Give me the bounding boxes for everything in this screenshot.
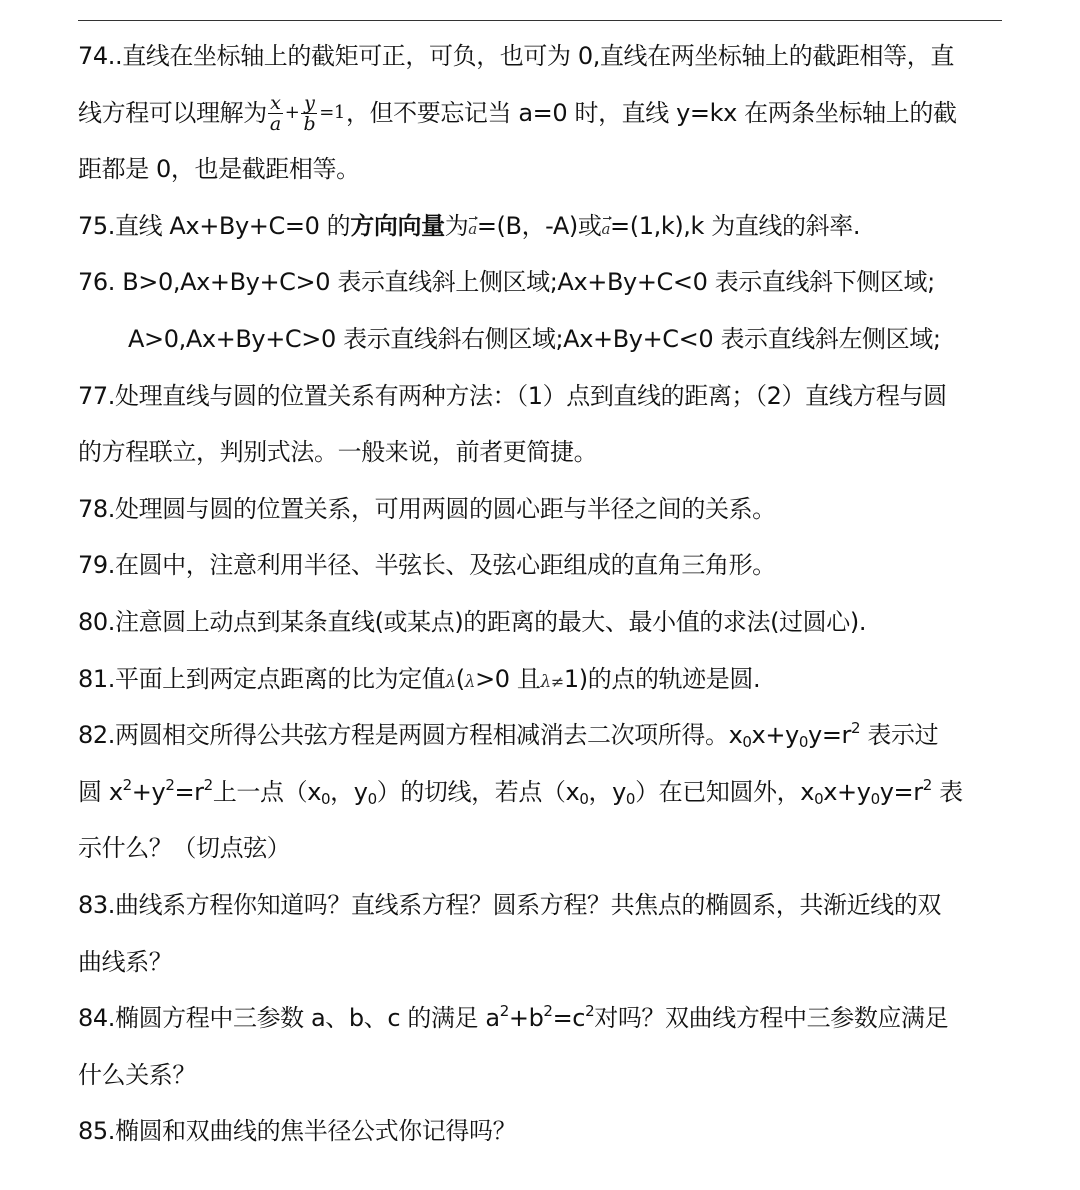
item-77-line-2 — [78, 424, 1008, 481]
text: ）的切线，若点（x — [376, 777, 580, 806]
item-77-line-1 — [78, 368, 1008, 425]
item-74-line-2 — [78, 85, 1008, 142]
superscript: 2 — [122, 775, 132, 794]
text: =c — [552, 1004, 586, 1033]
text: +y — [131, 777, 166, 806]
item-75-line-1 — [78, 198, 1008, 255]
text: ）在已知圆外，x — [635, 777, 815, 806]
text: 对吗？双曲线方程中三参数应满足 — [594, 1004, 949, 1033]
text: 曲线系？ — [78, 947, 173, 976]
text: 线方程可以理解为 — [78, 98, 267, 127]
not-equal-sign: ≠ — [550, 671, 564, 691]
lambda-symbol: λ — [445, 671, 456, 692]
text: 为 — [444, 211, 469, 240]
vector-a-symbol: a — [468, 217, 477, 237]
numerator: x — [268, 93, 283, 114]
item-76-line-1 — [78, 254, 1008, 311]
item-74-line-3 — [78, 141, 1008, 198]
text: x+y — [751, 721, 799, 750]
text: 80.注意圆上动点到某条直线(或某点)的距离的最大、最小值的求法(过圆心). — [78, 607, 867, 636]
equals-one: =1 — [319, 102, 345, 124]
text: 75.直线 Ax+By+C=0 的 — [78, 211, 351, 240]
text: 表示过 — [860, 721, 939, 750]
item-74-line-1 — [78, 28, 1008, 85]
text: 上一点（x — [212, 777, 322, 806]
document-content — [78, 28, 1008, 1160]
text: A>0,Ax+By+C>0 表示直线斜右侧区域;Ax+By+C<0 表示直线斜左侧区域; — [128, 324, 941, 353]
text: 什么关系？ — [78, 1060, 196, 1089]
item-79-line-1 — [78, 537, 1008, 594]
subscript: 0 — [367, 789, 377, 808]
subscript: 0 — [742, 733, 752, 752]
subscript: 0 — [814, 789, 824, 808]
text: 82.两圆相交所得公共弦方程是两圆方程相减消去二次项所得。x — [78, 721, 743, 750]
lambda-symbol: λ — [540, 671, 551, 692]
numerator: y — [301, 93, 317, 114]
text: +b — [508, 1004, 544, 1033]
text: ( — [455, 664, 465, 693]
text: 圆 x — [78, 777, 123, 806]
text: 77.处理直线与圆的位置关系有两种方法：（1）点到直线的距离；（2）直线方程与圆 — [78, 381, 947, 410]
text: 示什么？（切点弦） — [78, 834, 291, 863]
superscript: 2 — [585, 1002, 595, 1021]
text: 85.椭圆和双曲线的焦半径公式你记得吗？ — [78, 1117, 517, 1146]
superscript: 2 — [165, 775, 175, 794]
text: 1)的点的轨迹是圆. — [563, 664, 761, 693]
item-83-line-1 — [78, 877, 1008, 934]
subscript: 0 — [870, 789, 880, 808]
text: >0 且 — [475, 664, 541, 693]
text: 76. B>0,Ax+By+C>0 表示直线斜上侧区域;Ax+By+C<0 表示直线斜下侧区域; — [78, 268, 935, 297]
superscript: 2 — [851, 719, 861, 738]
text: 78.处理圆与圆的位置关系，可用两圆的圆心距与半径之间的关系。 — [78, 494, 776, 523]
vector-a-symbol: a — [602, 217, 611, 237]
text: ，y — [330, 777, 368, 806]
item-84-line-2 — [78, 1047, 1008, 1104]
text: 74..直线在坐标轴上的截矩可正，可负，也可为 0,直线在两坐标轴上的截距相等，直 — [78, 42, 954, 70]
text: 距都是 0，也是截距相等。 — [78, 155, 360, 184]
text: y=r — [808, 721, 851, 750]
text: y=r — [879, 777, 923, 806]
text: =r — [174, 777, 204, 806]
fraction-y-over-b — [301, 93, 317, 134]
subscript: 0 — [625, 789, 636, 808]
text: 79.在圆中，注意利用半径、半弦长、及弦心距组成的直角三角形。 — [78, 551, 776, 580]
superscript: 2 — [499, 1002, 509, 1021]
top-divider — [78, 20, 1002, 21]
item-80-line-1 — [78, 594, 1008, 651]
denominator: a — [269, 113, 281, 136]
superscript: 2 — [203, 775, 213, 794]
item-82-line-3 — [78, 820, 1008, 877]
denominator: b — [303, 113, 316, 136]
text: ，但不要忘记当 a=0 时，直线 y=kx 在两条坐标轴上的截 — [345, 98, 957, 127]
subscript: 0 — [321, 789, 331, 808]
subscript: 0 — [798, 733, 809, 752]
item-82-line-1 — [78, 707, 1008, 764]
lambda-symbol: λ — [464, 671, 476, 692]
text: =(B，-A)或 — [476, 211, 602, 240]
text: x+y — [823, 777, 871, 806]
item-82-line-2 — [78, 764, 1008, 821]
item-81-line-1 — [78, 651, 1008, 708]
text: =(1,k),k 为直线的斜率. — [610, 211, 861, 240]
subscript: 0 — [579, 789, 589, 808]
superscript: 2 — [922, 775, 932, 794]
text: 表 — [931, 777, 963, 806]
fraction-x-over-a — [268, 93, 283, 134]
text: ，y — [588, 777, 626, 806]
superscript: 2 — [543, 1002, 553, 1021]
item-83-line-2 — [78, 934, 1008, 991]
bold-term: 方向向量 — [350, 211, 445, 240]
text: 83.曲线系方程你知道吗？直线系方程？圆系方程？共焦点的椭圆系，共渐近线的双 — [78, 890, 941, 919]
text: 81.平面上到两定点距离的比为定值 — [78, 664, 446, 693]
item-85-line-1 — [78, 1103, 1008, 1160]
item-76-line-2 — [78, 311, 1008, 368]
item-84-line-1 — [78, 990, 1008, 1047]
text: 84.椭圆方程中三参数 a、b、c 的满足 a — [78, 1004, 500, 1033]
text: 的方程联立，判别式法。一般来说，前者更简捷。 — [78, 438, 598, 467]
plus-sign: + — [284, 102, 300, 124]
item-78-line-1 — [78, 481, 1008, 538]
